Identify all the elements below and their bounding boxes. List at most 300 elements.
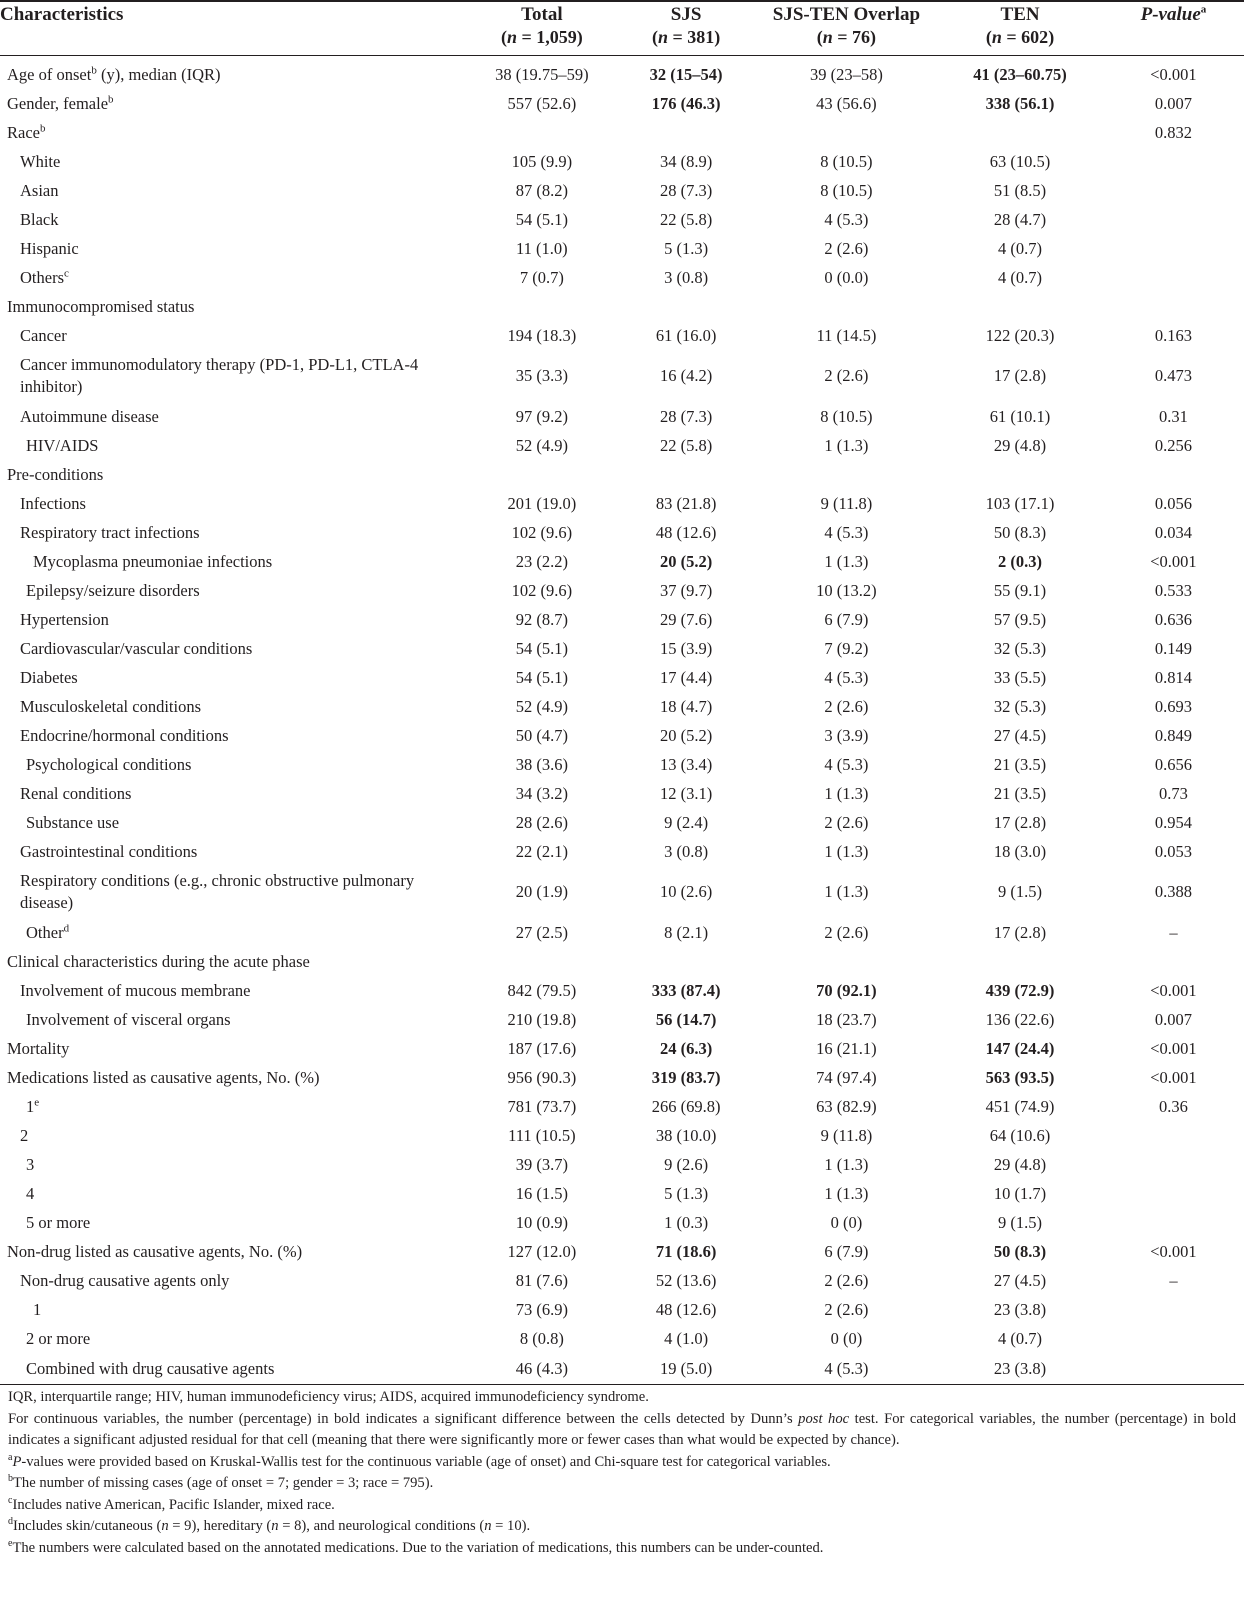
cell-sjs: 3 (0.8): [664, 841, 709, 861]
cell-total: 52 (4.9): [515, 435, 568, 455]
cell-overlap: 0 (0): [830, 1212, 863, 1232]
cell-total: 111 (10.5): [508, 1125, 576, 1145]
row-label: Epilepsy/seizure disorders: [26, 580, 200, 600]
table-row: [0, 460, 1244, 489]
row-label: Black: [20, 209, 59, 229]
cell-overlap: 1 (1.3): [824, 882, 869, 901]
cell-sjs: 333 (87.4): [651, 980, 721, 1000]
cell-ten: 50 (8.3): [993, 1241, 1047, 1261]
cell-ten: 32 (5.3): [993, 638, 1047, 658]
table-row: [0, 947, 1244, 976]
cell-pvalue: [1103, 1353, 1244, 1385]
cell-pvalue: 0.693: [1154, 696, 1192, 716]
cell-total: 27 (2.5): [515, 922, 568, 942]
cell-overlap: 1 (1.3): [824, 1154, 869, 1174]
cell-overlap: 2 (2.6): [824, 366, 869, 385]
row-label: Hispanic: [20, 238, 79, 258]
table-row: [0, 56, 1244, 90]
cell-overlap: 4 (5.3): [756, 1353, 938, 1385]
cell-pvalue: <0.001: [1150, 1241, 1197, 1261]
table-row: [0, 234, 1244, 263]
cell-total: [467, 460, 617, 489]
table-row: [0, 1150, 1244, 1179]
row-label: Non-drug causative agents only: [20, 1270, 230, 1290]
table-row: [0, 750, 1244, 779]
cell-overlap: 8 (10.5): [820, 151, 873, 171]
table-row: [0, 576, 1244, 605]
header-ten: TEN (n = 602): [937, 1, 1103, 56]
row-label: HIV/AIDS: [26, 435, 99, 455]
header-row: [0, 1, 1244, 56]
table-row: [0, 431, 1244, 460]
footnote-c: $^c$Includes native American, Pacific Islander, mixed race.: [8, 1494, 335, 1513]
cell-ten: 2 (0.3): [998, 551, 1043, 571]
cell-ten: 51 (8.5): [993, 180, 1047, 200]
cell-pvalue: –: [1169, 922, 1178, 942]
table-row: [0, 1208, 1244, 1237]
cell-sjs: 71 (18.6): [655, 1241, 717, 1261]
cell-overlap: 4 (5.3): [824, 209, 869, 229]
header-ten-n: = 602: [1006, 27, 1049, 47]
cell-total: 81 (7.6): [515, 1270, 568, 1290]
row-label: Non-drug listed as causative agents, No. (%): [7, 1241, 303, 1261]
table-row: [0, 634, 1244, 663]
header-total: Total (n = 1,059): [467, 1, 617, 56]
cell-total: 102 (9.6): [511, 580, 573, 600]
cell-pvalue: [1103, 1150, 1244, 1179]
cell-sjs: 20 (5.2): [659, 551, 713, 571]
cell-pvalue: 0.954: [1154, 812, 1192, 832]
cell-total: 10 (0.9): [515, 1212, 568, 1232]
cell-pvalue: 0.473: [1154, 366, 1192, 385]
cell-sjs: 13 (3.4): [659, 754, 713, 774]
cell-sjs: [617, 460, 756, 489]
cell-pvalue: [1103, 1208, 1244, 1237]
cell-ten: [937, 118, 1103, 147]
table-row: [0, 547, 1244, 576]
table-row: [0, 1324, 1244, 1353]
cell-ten: [937, 460, 1103, 489]
header-sjs-n: = 381: [672, 27, 715, 47]
cell-sjs: [617, 947, 756, 976]
cell-pvalue: 0.31: [1159, 406, 1188, 426]
table-row: [0, 976, 1244, 1005]
table-row: [0, 292, 1244, 321]
cell-pvalue: 0.849: [1154, 725, 1192, 745]
cell-overlap: 4 (5.3): [824, 522, 869, 542]
cell-pvalue: [1103, 176, 1244, 205]
cell-ten: 136 (22.6): [985, 1009, 1055, 1029]
table-footnotes: [8, 1387, 1236, 1559]
cell-total: [467, 118, 617, 147]
cell-overlap: 9 (11.8): [820, 1125, 873, 1145]
cell-ten: 29 (4.8): [993, 435, 1047, 455]
cell-total: 20 (1.9): [515, 882, 568, 901]
cell-ten: 21 (3.5): [993, 754, 1047, 774]
table-row: [0, 1092, 1244, 1121]
cell-total: 557 (52.6): [507, 93, 577, 113]
cell-pvalue: [1103, 205, 1244, 234]
cell-sjs: 83 (21.8): [655, 493, 717, 513]
cell-ten: 338 (56.1): [985, 93, 1055, 113]
cell-ten: 21 (3.5): [993, 783, 1047, 803]
row-label: Gastrointestinal conditions: [20, 841, 198, 861]
cell-ten: 10 (1.7): [993, 1183, 1047, 1203]
cell-total: 105 (9.9): [511, 151, 573, 171]
cell-overlap: 0 (0): [830, 1328, 863, 1348]
cell-ten: 9 (1.5): [998, 882, 1043, 901]
cell-ten: 4 (0.7): [998, 267, 1043, 287]
row-label: Mycoplasma pneumoniae infections: [33, 551, 273, 571]
cell-sjs: 1 (0.3): [664, 1212, 709, 1232]
footnote-abbreviations: IQR, interquartile range; HIV, human immunodeficiency virus; AIDS, acquired immunodeficiency syndrome.: [8, 1389, 649, 1405]
cell-ten: [937, 292, 1103, 321]
cell-overlap: 1 (1.3): [824, 435, 869, 455]
cell-overlap: 10 (13.2): [816, 580, 877, 600]
header-characteristics: Characteristics: [0, 1, 467, 56]
cell-overlap: 3 (3.9): [824, 725, 869, 745]
cell-overlap: 2 (2.6): [824, 238, 869, 258]
cell-ten: 147 (24.4): [985, 1038, 1055, 1058]
cell-overlap: [756, 292, 938, 321]
cell-total: 23 (2.2): [515, 551, 568, 571]
cell-total: 35 (3.3): [515, 366, 568, 385]
cell-sjs: 48 (12.6): [655, 1299, 717, 1319]
cell-ten: 451 (74.9): [985, 1096, 1055, 1116]
cell-total: 22 (2.1): [515, 841, 568, 861]
cell-total: 39 (3.7): [515, 1154, 568, 1174]
cell-pvalue: 0.388: [1154, 882, 1192, 901]
cell-sjs: 9 (2.6): [664, 1154, 709, 1174]
header-overlap: SJS-TEN Overlap (n = 76): [756, 1, 938, 56]
cell-total: 97 (9.2): [515, 406, 568, 426]
footnote-b: $^b$The number of missing cases (age of onset = 7; gender = 3; race = 795).: [8, 1473, 434, 1491]
cell-pvalue: 0.533: [1154, 580, 1192, 600]
table-row: [0, 321, 1244, 350]
cell-total: 201 (19.0): [507, 493, 577, 513]
table-row: [0, 263, 1244, 292]
table-row: [0, 1179, 1244, 1208]
cell-overlap: 74 (97.4): [816, 1067, 877, 1087]
cell-overlap: 1 (1.3): [824, 783, 869, 803]
row-label: Psychological conditions: [26, 754, 192, 774]
cell-ten: 41 (23–60.75): [973, 64, 1067, 84]
cell-sjs: 16 (4.2): [659, 366, 713, 385]
cell-sjs: 24 (6.3): [659, 1038, 713, 1058]
cell-total: 16 (1.5): [515, 1183, 568, 1203]
row-label: Respiratory tract infections: [20, 522, 200, 542]
table-row: [0, 350, 1244, 402]
cell-pvalue: 0.656: [1154, 754, 1192, 774]
table-row: [0, 1121, 1244, 1150]
cell-overlap: 63 (82.9): [816, 1096, 877, 1116]
cell-sjs: 28 (7.3): [659, 180, 713, 200]
row-label: Cardiovascular/vascular conditions: [20, 638, 253, 658]
cell-overlap: 0 (0.0): [824, 267, 869, 287]
cell-pvalue: [1103, 1324, 1244, 1353]
cell-sjs: 37 (9.7): [659, 580, 713, 600]
cell-overlap: 6 (7.9): [824, 1241, 869, 1261]
cell-sjs: 319 (83.7): [651, 1067, 721, 1087]
cell-total: 210 (19.8): [507, 1009, 577, 1029]
cell-sjs: 34 (8.9): [659, 151, 713, 171]
cell-sjs: 19 (5.0): [617, 1353, 756, 1385]
cell-sjs: 3 (0.8): [664, 267, 709, 287]
cell-total: 127 (12.0): [507, 1241, 577, 1261]
row-label: Race$^b$: [7, 122, 46, 142]
cell-sjs: 10 (2.6): [659, 882, 713, 901]
cell-pvalue: 0.163: [1154, 325, 1192, 345]
cell-sjs: 22 (5.8): [659, 209, 713, 229]
row-label: Asian: [20, 180, 59, 200]
cell-pvalue: 0.636: [1154, 609, 1192, 629]
cell-ten: 17 (2.8): [993, 366, 1047, 385]
footnote-a: $^a$P-values were provided based on Kruskal-Wallis test for the continuous variable (age of onset) and Chi-square test for categorical variables.: [8, 1451, 831, 1470]
cell-pvalue: <0.001: [1150, 980, 1197, 1000]
cell-ten: 33 (5.5): [993, 667, 1047, 687]
header-overlap-name: SJS-TEN Overlap: [772, 4, 921, 25]
cell-total: 50 (4.7): [515, 725, 568, 745]
row-label: Renal conditions: [20, 783, 132, 803]
cell-sjs: 17 (4.4): [659, 667, 713, 687]
cell-pvalue: 0.256: [1154, 435, 1192, 455]
row-label: Involvement of visceral organs: [26, 1009, 231, 1029]
table-row: [0, 837, 1244, 866]
table-row: [0, 779, 1244, 808]
cell-sjs: 20 (5.2): [659, 725, 713, 745]
cell-sjs: 52 (13.6): [655, 1270, 717, 1290]
cell-pvalue: [1103, 1295, 1244, 1324]
cell-sjs: 32 (15–54): [649, 64, 723, 84]
cell-ten: 57 (9.5): [993, 609, 1047, 629]
cell-overlap: 1 (1.3): [824, 841, 869, 861]
cell-pvalue: [1103, 147, 1244, 176]
cell-ten: 27 (4.5): [993, 1270, 1047, 1290]
row-label: Immunocompromised status: [7, 296, 195, 316]
row-label: Other$^d$: [26, 922, 70, 942]
cell-ten: 4 (0.7): [998, 1328, 1043, 1348]
cell-ten: [937, 947, 1103, 976]
cell-ten: 103 (17.1): [985, 493, 1055, 513]
row-label: Gender, female$^b$: [7, 93, 114, 113]
row-label: Cancer immunomodulatory therapy (PD-1, PD-L1, CTLA-4 inhibitor): [20, 355, 419, 396]
cell-overlap: 1 (1.3): [824, 551, 869, 571]
cell-total: 194 (18.3): [507, 325, 577, 345]
table-row: [0, 1295, 1244, 1324]
row-label: Involvement of mucous membrane: [20, 980, 251, 1000]
cell-ten: 122 (20.3): [985, 325, 1055, 345]
cell-pvalue: 0.056: [1154, 493, 1192, 513]
cell-sjs: 266 (69.8): [651, 1096, 721, 1116]
row-label: 2 or more: [26, 1328, 91, 1348]
cell-pvalue: [1103, 947, 1244, 976]
cell-ten: 29 (4.8): [993, 1154, 1047, 1174]
row-label: Clinical characteristics during the acute phase: [7, 951, 310, 971]
cell-sjs: 8 (2.1): [664, 922, 709, 942]
cell-total: 842 (79.5): [507, 980, 577, 1000]
table-row: [0, 1266, 1244, 1295]
row-label: Musculoskeletal conditions: [20, 696, 202, 716]
cell-ten: 61 (10.1): [989, 406, 1051, 426]
cell-pvalue: <0.001: [1150, 551, 1197, 571]
cell-pvalue: 0.007: [1154, 1009, 1192, 1029]
cell-sjs: 56 (14.7): [655, 1009, 717, 1029]
cell-total: 73 (6.9): [515, 1299, 568, 1319]
cell-pvalue: [1103, 1121, 1244, 1150]
cell-ten: 23 (3.8): [993, 1299, 1047, 1319]
table-row: [0, 1034, 1244, 1063]
cell-total: 54 (5.1): [515, 209, 568, 229]
cell-sjs: 15 (3.9): [659, 638, 713, 658]
cell-sjs: [617, 292, 756, 321]
cell-total: 187 (17.6): [507, 1038, 577, 1058]
cell-ten: 17 (2.8): [993, 812, 1047, 832]
row-label: Autoimmune disease: [20, 406, 159, 426]
cell-overlap: [756, 460, 938, 489]
table-row: [0, 89, 1244, 118]
cell-overlap: 43 (56.6): [816, 93, 877, 113]
row-label: Hypertension: [20, 609, 109, 629]
cell-overlap: 18 (23.7): [816, 1009, 877, 1029]
row-label: Age of onset$^b$ (y), median (IQR): [7, 64, 221, 84]
cell-total: 781 (73.7): [507, 1096, 577, 1116]
cell-sjs: 4 (1.0): [664, 1328, 709, 1348]
cell-ten: 4 (0.7): [998, 238, 1043, 258]
cell-overlap: 2 (2.6): [824, 1299, 869, 1319]
cell-sjs: 9 (2.4): [664, 812, 709, 832]
footnote-e: $^e$The numbers were calculated based on the annotated medications. Due to the variation of medications, this numbers can be under-counted.: [8, 1537, 824, 1556]
row-label: Others$^c$: [20, 267, 69, 287]
row-label: Combined with drug causative agents: [0, 1353, 467, 1385]
footnote-bold-explanation: For continuous variables, the number (percentage) in bold indicates a significant difference between the cells detected by Dunn’s post hoc test. For categorical variables, the number (percentage) in bold indicates a significant adjusted residual for that cell (meaning that there were significantly more or fewer cases than what would be expected by chance).: [8, 1410, 1236, 1448]
cell-pvalue: <0.001: [1150, 64, 1197, 84]
table-row: [0, 1237, 1244, 1266]
header-sjs-name: SJS: [670, 4, 702, 25]
cell-overlap: 39 (23–58): [809, 64, 883, 84]
cell-total: 102 (9.6): [511, 522, 573, 542]
cell-pvalue: 0.73: [1159, 783, 1188, 803]
cell-total: 34 (3.2): [515, 783, 568, 803]
table-row: [0, 176, 1244, 205]
cell-sjs: 48 (12.6): [655, 522, 717, 542]
cell-ten: 563 (93.5): [985, 1067, 1055, 1087]
cell-ten: 9 (1.5): [998, 1212, 1043, 1232]
header-total-name: Total: [521, 4, 563, 25]
cell-total: [467, 947, 617, 976]
row-label: 3: [26, 1154, 35, 1174]
table-row: [0, 489, 1244, 518]
cell-pvalue: [1103, 263, 1244, 292]
table-row: [0, 402, 1244, 431]
table-row: [0, 518, 1244, 547]
cell-pvalue: 0.034: [1154, 522, 1192, 542]
header-overlap-n: = 76: [837, 27, 871, 47]
cell-pvalue: 0.832: [1154, 122, 1192, 142]
cell-total: 8 (0.8): [519, 1328, 564, 1348]
cell-sjs: 18 (4.7): [659, 696, 713, 716]
cell-total: 7 (0.7): [519, 267, 564, 287]
table-row: [0, 721, 1244, 750]
row-label: Cancer: [20, 325, 67, 345]
cell-pvalue: 0.36: [1159, 1096, 1188, 1116]
cell-overlap: 4 (5.3): [824, 754, 869, 774]
cell-overlap: [756, 118, 938, 147]
footnote-d: $^d$Includes skin/cutaneous (n = 9), hereditary (n = 8), and neurological conditions (n = 10).: [8, 1516, 531, 1534]
header-pvalue: P-value$^a$: [1103, 1, 1244, 56]
cell-total: 956 (90.3): [507, 1067, 577, 1087]
row-label: 5 or more: [26, 1212, 91, 1232]
cell-total: 87 (8.2): [515, 180, 568, 200]
table-row: [0, 205, 1244, 234]
row-label: Infections: [20, 493, 86, 513]
cell-overlap: 2 (2.6): [824, 1270, 869, 1290]
row-label: White: [20, 151, 61, 171]
row-label: 4: [26, 1183, 35, 1203]
cell-total: [467, 292, 617, 321]
cell-ten: 55 (9.1): [993, 580, 1047, 600]
cell-total: 52 (4.9): [515, 696, 568, 716]
cell-ten: 28 (4.7): [993, 209, 1047, 229]
cell-sjs: 5 (1.3): [664, 238, 709, 258]
table-row: [0, 605, 1244, 634]
row-label: Endocrine/hormonal conditions: [20, 725, 229, 745]
row-label: 2: [20, 1125, 29, 1145]
cell-overlap: 70 (92.1): [816, 980, 877, 1000]
header-total-n: = 1,059: [521, 27, 577, 47]
cell-overlap: 2 (2.6): [824, 696, 869, 716]
row-label: Diabetes: [20, 667, 78, 687]
cell-pvalue: [1103, 234, 1244, 263]
cell-overlap: 8 (10.5): [820, 406, 873, 426]
cell-total: 38 (19.75–59): [495, 64, 589, 84]
cell-sjs: 176 (46.3): [651, 93, 721, 113]
row-label: Respiratory conditions (e.g., chronic obstructive pulmonary disease): [20, 871, 415, 912]
row-label: Mortality: [7, 1038, 70, 1058]
cell-overlap: 6 (7.9): [824, 609, 869, 629]
table-row: [0, 147, 1244, 176]
table-row: [0, 918, 1244, 947]
table-row: [0, 663, 1244, 692]
cell-pvalue: [1103, 460, 1244, 489]
table-body: [0, 56, 1244, 1385]
table-row: [0, 1063, 1244, 1092]
cell-ten: 18 (3.0): [993, 841, 1047, 861]
cell-sjs: 12 (3.1): [659, 783, 713, 803]
cell-overlap: 2 (2.6): [824, 812, 869, 832]
header-sjs: SJS (n = 381): [617, 1, 756, 56]
cell-overlap: 16 (21.1): [816, 1038, 877, 1058]
table-row: [0, 866, 1244, 918]
cell-overlap: 8 (10.5): [820, 180, 873, 200]
cell-total: 46 (4.3): [467, 1353, 617, 1385]
table-row: [0, 808, 1244, 837]
cell-overlap: 7 (9.2): [824, 638, 869, 658]
cell-sjs: 22 (5.8): [659, 435, 713, 455]
cell-overlap: 4 (5.3): [824, 667, 869, 687]
row-label: Substance use: [26, 812, 120, 832]
cell-sjs: 28 (7.3): [659, 406, 713, 426]
cell-overlap: 11 (14.5): [816, 325, 877, 345]
table-row: [0, 1353, 1244, 1385]
cell-sjs: [617, 118, 756, 147]
cell-overlap: 2 (2.6): [824, 922, 869, 942]
cell-total: 38 (3.6): [515, 754, 568, 774]
cell-ten: 50 (8.3): [993, 522, 1047, 542]
table-row: [0, 1005, 1244, 1034]
cell-total: 54 (5.1): [515, 667, 568, 687]
cell-ten: 64 (10.6): [989, 1125, 1051, 1145]
row-label: 1: [33, 1299, 42, 1319]
